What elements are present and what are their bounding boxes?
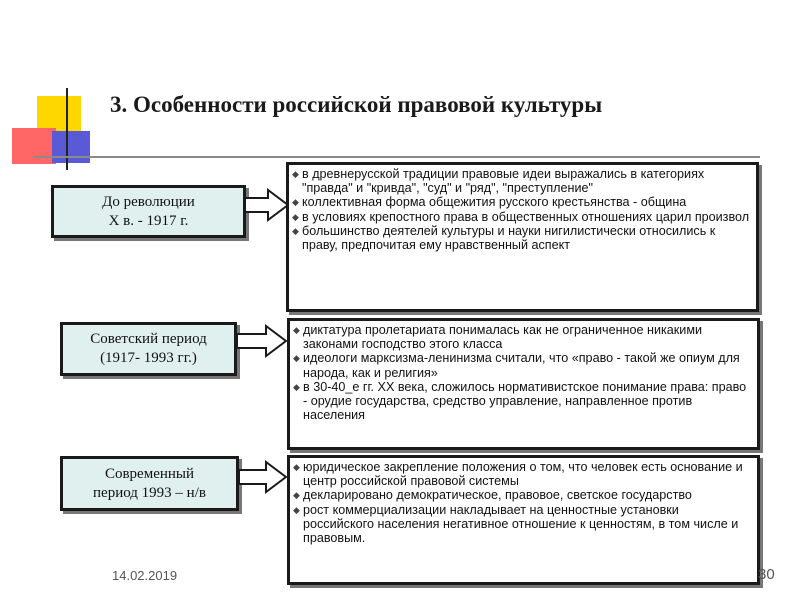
slide-page-number: 30 — [758, 566, 775, 583]
bullet-list — [294, 323, 753, 422]
arrow-right-icon — [244, 188, 290, 222]
list-item: ◆ диктатура пролетариата понималась как не ограниченное никакими законами господство этого класса — [294, 323, 753, 351]
period-content-pre-revolution — [286, 162, 759, 312]
list-item: ◆ в древнерусской традиции правовые идеи выражались в категориях "правда" и "кривда", "суд" и "ряд", "преступление" — [293, 167, 752, 195]
list-item: ◆ юридическое закрепление положения о том, что человек есть основание и центр российской правовой системы — [294, 460, 753, 488]
list-item: ◆ декларировано демократическое, правовое, светское государство — [294, 488, 753, 502]
title-divider-line — [33, 156, 760, 158]
bullet-list — [293, 167, 752, 252]
period-label-line1: Советский период — [90, 331, 207, 347]
decorative-red-square — [12, 128, 56, 164]
slide-title: 3. Особенности российской правовой культуры — [110, 92, 603, 117]
period-label-modern — [60, 456, 239, 511]
period-content-soviet — [287, 318, 760, 450]
period-label-pre-revolution — [51, 185, 246, 238]
decorative-blue-square — [52, 131, 90, 163]
period-content-modern — [287, 455, 760, 585]
period-label-line1: До революции — [102, 193, 195, 210]
bullet-list — [294, 460, 753, 545]
list-item: ◆ в 30-40_е гг. XX века, сложилось нормативистское понимание права: право - орудие государства, средство управление, направленное против населения — [294, 380, 753, 423]
list-item: ◆ идеологи марксизма-ленинизма считали, что «право - такой же опиум для народа, как и религия» — [294, 351, 753, 379]
period-label-line2: (1917- 1993 гг.) — [100, 350, 197, 366]
list-item: ◆ рост коммерциализации накладывает на ценностные установки российского населения негативное отношение к ценностям, в том числе и правовым. — [294, 503, 753, 546]
period-label-soviet — [60, 322, 237, 376]
period-label-line2: X в. - 1917 г. — [108, 212, 189, 229]
period-label-line2: период 1993 – н/в — [93, 484, 206, 501]
arrow-right-icon — [238, 460, 288, 494]
slide-date: 14.02.2019 — [112, 568, 178, 583]
list-item: ◆ в условиях крепостного права в общественных отношениях царил произвол — [293, 210, 752, 224]
arrow-right-icon — [236, 324, 288, 358]
list-item: ◆ коллективная форма общежития русского крестьянства - община — [293, 195, 752, 209]
period-label-line1: Современный — [104, 465, 195, 482]
list-item: ◆ большинство деятелей культуры и науки нигилистически относились к праву, предпочитая ему нравственный аспект — [293, 224, 752, 252]
